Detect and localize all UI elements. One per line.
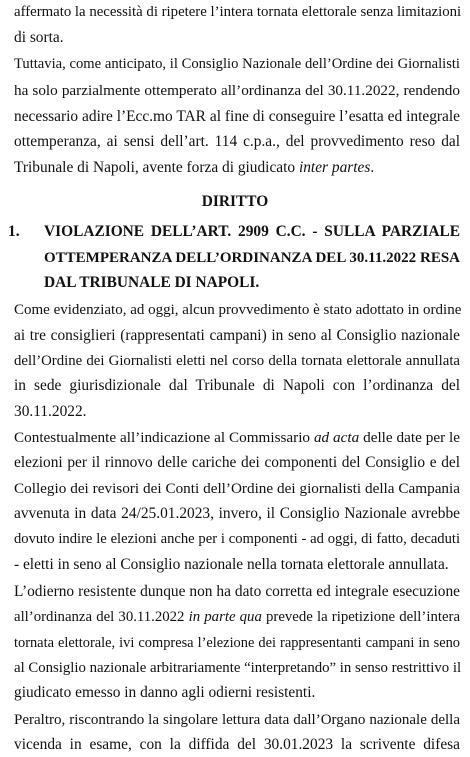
paragraph-2-line-1: Tuttavia, come anticipato, il Consiglio Nazionale dell’Ordine dei Giornalisti xyxy=(14,56,460,73)
paragraph-2-italic-phrase: inter partes xyxy=(298,158,371,176)
paragraph-3-line-3: dell’Ordine dei Giornalisti eletti nel corso della tornata elettorale annullata xyxy=(14,353,460,369)
paragraph-5-line-4: al Consiglio nazionale arbitrariamente “interpretando” in senso restrittivo il xyxy=(14,660,462,677)
paragraph-4-line-6: - eletti in seno al Consiglio nazionale nella tornata elettorale annullata. xyxy=(14,555,449,573)
paragraph-4-line-2: elezioni per il rinnovo delle cariche dei componenti del Consiglio e del xyxy=(14,454,460,472)
paragraph-5-line-2-before: all’ordinanza del 30.11.2022 xyxy=(14,609,185,626)
paragraph-2-line-5-text: Tribunale di Napoli, avente forza di giudicato xyxy=(14,158,296,176)
paragraph-5-line-2-after: prevede la ripetizione dell’intera xyxy=(266,609,461,626)
section-heading-diritto: DIRITTO xyxy=(201,192,269,210)
paragraph-6-line-2: vicenda in esame, con la diffida del 30.01.2023 la scrivente difesa xyxy=(14,736,460,753)
paragraph-2-line-3: necessario adire l’Ecc.mo TAR al fine di conseguire l’esatta ed integrale xyxy=(14,107,460,125)
paragraph-2-line-4: ottemperanza, ai sensi dell’art. 114 c.p.a., del provvedimento reso dal xyxy=(14,133,460,151)
paragraph-3-line-2: ai tre consiglieri (rappresentati campani) in seno al Consiglio nazionale xyxy=(14,326,460,344)
paragraph-5-line-1: L’odierno resistente dunque non ha dato corretta ed integrale esecuzione xyxy=(14,582,460,600)
paragraph-5-line-2 xyxy=(14,607,460,627)
paragraph-2-line-2: ha solo parzialmente ottemperato all’ordinanza del 30.11.2022, rendendo xyxy=(14,81,460,99)
paragraph-4-line-1 xyxy=(14,428,460,448)
paragraph-4-line-1-before: Contestualmente all’indicazione al Commissario xyxy=(14,428,311,446)
paragraph-3-line-5: 30.11.2022. xyxy=(14,402,87,420)
paragraph-4-line-3: Collegio dei revisori dei Conti dell’Ordine dei giornalisti della Campania xyxy=(14,479,460,497)
section-1-number: 1. xyxy=(8,223,20,241)
section-1-title-line-2: OTTEMPERANZA DELL’ORDINANZA DEL 30.11.2022 RESA xyxy=(44,249,460,266)
paragraph-2-line-5-end: . xyxy=(370,158,375,176)
paragraph-4-line-5: dovuto indire le elezioni anche per i componenti - ad oggi, di fatto, decaduti xyxy=(14,531,460,548)
section-1-title-line-3: DAL TRIBUNALE DI NAPOLI. xyxy=(44,274,260,292)
paragraph-3-line-1: Come evidenziato, ad oggi, alcun provvedimento è stato adottato in ordine xyxy=(14,302,462,319)
paragraph-2-line-5 xyxy=(14,158,460,178)
paragraph-1-line-1: affermato la necessità di ripetere l’intera tornata elettorale senza limitazioni xyxy=(14,4,462,20)
section-1-title-line-1: VIOLAZIONE DELL’ART. 2909 C.C. - SULLA PARZIALE xyxy=(44,223,460,241)
paragraph-5-italic-phrase: in parte qua xyxy=(188,609,262,626)
paragraph-4-italic-phrase: ad acta xyxy=(313,428,360,446)
paragraph-1-line-2: di sorta. xyxy=(14,29,64,47)
paragraph-5-line-5: giudicato emesso in danno agli odierni resistenti. xyxy=(14,684,316,702)
paragraph-4-line-4: avvenuta in data 24/25.01.2023, invero, il Consiglio Nazionale avrebbe xyxy=(14,505,460,523)
paragraph-5-line-3: tornata elettorale, ivi compresa l’elezione dei rappresentanti campani in seno xyxy=(14,634,460,651)
paragraph-4-line-1-after: delle date per le xyxy=(363,428,461,446)
paragraph-3-line-4: in sede giurisdizionale dal Tribunale di Napoli con l’ordinanza del xyxy=(14,377,460,395)
paragraph-6-line-1: Peraltro, riscontrando la singolare lettura data dall’Organo nazionale della xyxy=(14,711,460,728)
